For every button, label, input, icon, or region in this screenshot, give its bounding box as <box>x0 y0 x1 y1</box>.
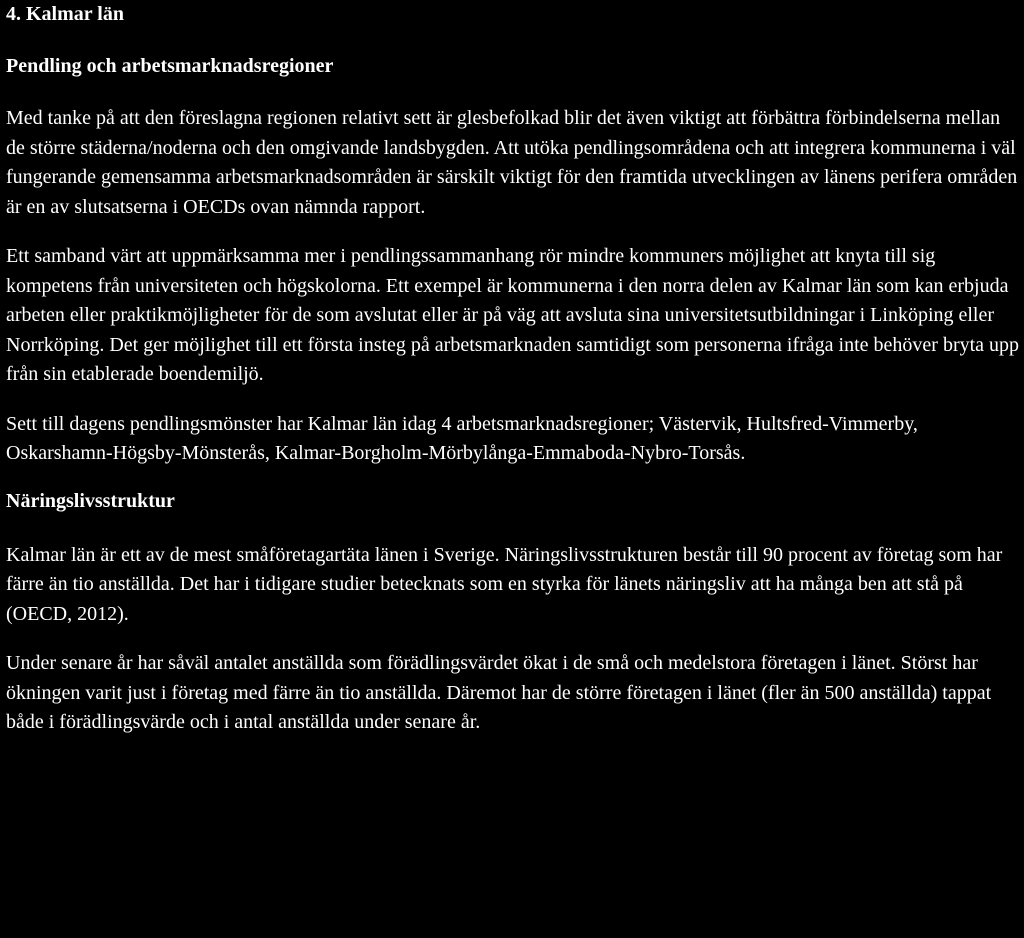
subsection-title-naringslivsstruktur: Näringslivsstruktur <box>6 489 175 512</box>
paragraph: Ett samband värt att uppmärksamma mer i pendlingssammanhang rör mindre kommuners möjlighet att knyta till sig kompetens från universiteten och högskolorna. Ett exempel är kommunerna i den norra delen av Kalmar län som kan erbjuda arbeten eller praktikmöjligheter för de som avslutat eller är på väg att avsluta sina universitetsutbildningar i Linköping eller Norrköping. Det ger möjlighet till ett första insteg på arbetsmarknaden samtidigt som personerna ifråga inte behöver bryta upp från sin etablerade boendemiljö. <box>6 245 1020 385</box>
subsection-title-pendling: Pendling och arbetsmarknadsregioner <box>6 55 334 77</box>
document-page <box>6 0 1020 738</box>
paragraph: Under senare år har såväl antalet anställda som förädlingsvärdet ökat i de små och medelstora företagen i länet. Störst har ökningen varit just i företag med färre än tio anställda. Däremot har de större företagen i länet (fler än 500 anställda) tappat både i förädlingsvärde och i antal anställda under senare år. <box>6 652 992 733</box>
paragraph: Kalmar län är ett av de mest småföretagartäta länen i Sverige. Näringslivsstrukturen består till 90 procent av företag som har färre än tio anställda. Det har i tidigare studier betecknats som en styrka för länets näringsliv att ha många ben att stå på (OECD, 2012). <box>6 543 1003 625</box>
paragraph: Med tanke på att den föreslagna regionen relativt sett är glesbefolkad blir det även viktigt att förbättra förbindelserna mellan de större städerna/noderna och den omgivande landsbygden. Att utöka pendlingsområdena och att integrera kommunerna i väl fungerande gemensamma arbetsmarknadsområden är särskilt viktigt för den framtida utvecklingen av länens perifera områden är en av slutsatserna i OECDs ovan nämnda rapport. <box>6 107 1018 218</box>
section-title: 4. Kalmar län <box>6 3 124 25</box>
paragraph: Sett till dagens pendlingsmönster har Kalmar län idag 4 arbetsmarknadsregioner; Västervik, Hultsfred-Vimmerby, Oskarshamn-Högsby-Mönsterås, Kalmar-Borgholm-Mörbylånga-Emmaboda-Nybro-Torsås. <box>6 412 918 464</box>
